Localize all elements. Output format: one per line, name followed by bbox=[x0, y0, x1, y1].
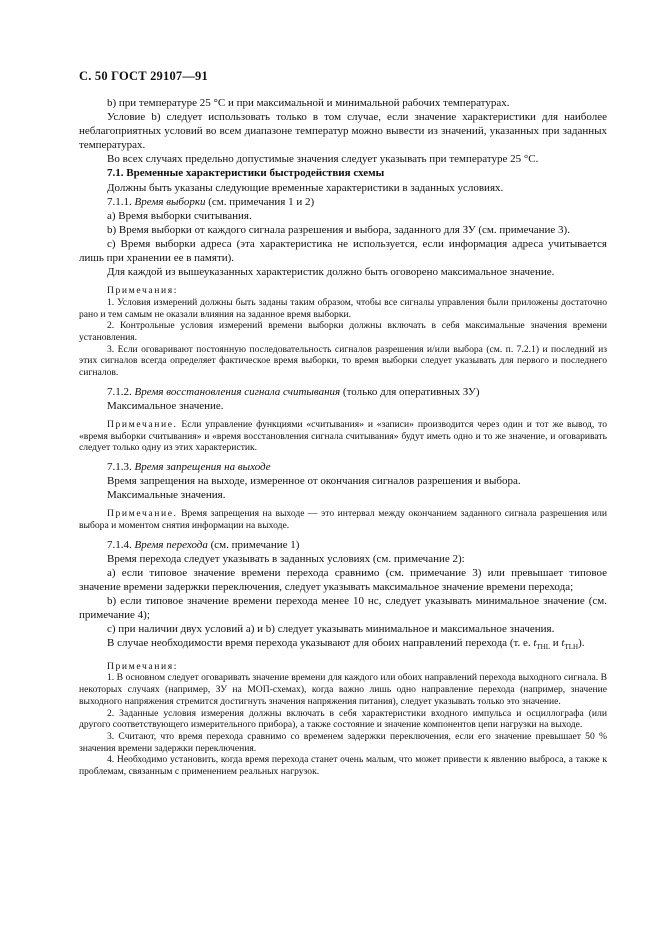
note-item: 2. Контрольные условия измерений времени выборки должны включать в себя максимальные значения времени установления. bbox=[79, 320, 607, 344]
subsection-title: Время выборки bbox=[134, 195, 206, 208]
note-item: 3. Если оговаривают постоянную последовательность сигналов разрешения и/или выбора (см. п. 7.2.1) и последний из этих сигналов всегда определяет фактическое время выборки, то время выборки следует указывать для первого и последнего сигналов. bbox=[79, 343, 607, 379]
list-item: c) Время выборки адреса (эта характеристика не используется, если информация адреса учитывается лишь при хранении ее в памяти). bbox=[79, 237, 607, 265]
page-body bbox=[79, 96, 607, 778]
subsection-number: 7.1.2. bbox=[107, 385, 132, 398]
subsection-number: 7.1.3. bbox=[107, 461, 132, 474]
paragraph: Максимальное значение. bbox=[107, 399, 224, 412]
paragraph: Должны быть указаны следующие временные характеристики в заданных условиях. bbox=[107, 181, 504, 194]
close-paren: ). bbox=[578, 637, 585, 650]
note-text: Если управление функциями «считывания» и «записи» производится через один и тот же вывод, то «время выборки считывания» и «время восстановления сигнала считывания» будут иметь одно и то же значение, и оговаривать следует только одну из этих характеристик. bbox=[79, 419, 607, 454]
section-title: 7.1. Временные характеристики быстродействия схемы bbox=[107, 167, 385, 180]
subsection-title: Время запрещения на выходе bbox=[134, 461, 271, 474]
notes-label: Примечания: bbox=[107, 660, 178, 672]
subscript-thl: THL bbox=[536, 643, 551, 652]
subsection-heading bbox=[79, 460, 607, 474]
paragraph: Для каждой из вышеуказанных характеристик должно быть оговорено максимальное значение. bbox=[107, 266, 555, 279]
paragraph-text: В случае необходимости время перехода указывают для обоих направлений перехода (т. е. bbox=[107, 637, 531, 650]
note-item: 2. Заданные условия измерения должны включать в себя характеристики входного импульса и осциллографа (или другого соответствующего измерительного прибора), а также состояние и значение компонентов цепи нагрузки на выходе. bbox=[79, 707, 607, 731]
and-word: и bbox=[552, 637, 559, 650]
symbol-t: t bbox=[533, 637, 537, 650]
subsection-number: 7.1.1. bbox=[107, 195, 132, 208]
note-text: Время запрещения на выходе — это интервал между окончанием заданного сигнала разрешения или выбора и моментом снятия информации на выходе. bbox=[79, 508, 607, 532]
paragraph: Время запрещения на выходе, измеренное от окончания сигналов разрешения и выбора. bbox=[107, 475, 521, 488]
subsection-ref: (см. примечание 1) bbox=[210, 538, 300, 551]
page-header: С. 50 ГОСТ 29107—91 bbox=[79, 69, 208, 83]
subsection-heading bbox=[79, 195, 607, 209]
note-item: 1. В основном следует оговаривать значение времени для каждого или обоих направлений перехода выходного сигнала. В некоторых случаях (например, ЗУ на МОП-схемах), когда важно лишь одно направление перехода (например, значение выходного напряжения стремится достигнуть значения напряжения питания), следует указывать только это значение. bbox=[79, 672, 607, 707]
section-heading bbox=[79, 166, 607, 180]
paragraph: Максимальные значения. bbox=[107, 489, 226, 502]
paragraph: Время перехода следует указывать в заданных условиях (см. примечание 2): bbox=[107, 552, 465, 565]
note-label: Примечание. bbox=[107, 419, 178, 431]
symbol-t: t bbox=[561, 637, 565, 650]
list-item: a) Время выборки считывания. bbox=[107, 209, 252, 222]
note-item: 1. Условия измерений должны быть заданы таким образом, чтобы все сигналы управления были приложены достаточно рано и тем самым не оказали влияния на заданное время выборки. bbox=[79, 296, 607, 320]
subsection-title: Время перехода bbox=[134, 538, 208, 551]
list-item: b) Время выборки от каждого сигнала разрешения и выбора, заданного для ЗУ (см. примечание 3). bbox=[107, 223, 570, 236]
note-label: Примечание. bbox=[107, 508, 178, 520]
subsection-heading bbox=[79, 385, 607, 399]
subsection-number: 7.1.4. bbox=[107, 538, 132, 551]
subsection-ref: (только для оперативных ЗУ) bbox=[342, 385, 480, 398]
paragraph bbox=[79, 636, 607, 654]
subsection-title: Время восстановления сигнала считывания bbox=[134, 385, 341, 398]
subsection-ref: (см. примечания 1 и 2) bbox=[208, 195, 315, 208]
note-item: 3. Считают, что время перехода сравнимо со временем задержки переключения, если его значение превышает 50 % значения времени задержки переключения. bbox=[79, 730, 607, 754]
note-paragraph bbox=[79, 508, 607, 531]
note-item: 4. Необходимо установить, когда время перехода станет очень малым, что может привести к явлению выброса, а также к проблемам, связанным с применением реальных нагрузок. bbox=[79, 754, 607, 778]
list-item: c) при наличии двух условий a) и b) следует указывать минимальное и максимальное значения. bbox=[107, 623, 555, 636]
list-item: b) если типовое значение времени перехода менее 10 нс, следует указывать минимальное значение (см. примечание 4); bbox=[79, 595, 607, 622]
list-item: a) если типовое значение времени перехода сравнимо (см. примечание 3) или превышает типовое значение времени задержки переключения, следует указывать максимальное значение времени перехода; bbox=[79, 567, 607, 594]
paragraph: Условие b) следует использовать только в том случае, если значение характеристики для наиболее неблагоприятных условий во всем диапазоне температур можно вывести из значений, указанных при заданных температурах. bbox=[79, 111, 607, 152]
subscript-tlh: TLH bbox=[564, 643, 579, 652]
note-paragraph bbox=[79, 419, 607, 454]
subsection-heading bbox=[79, 538, 607, 552]
paragraph: b) при температуре 25 °С и при максимальной и минимальной рабочих температурах. bbox=[107, 97, 510, 109]
paragraph: Во всех случаях предельно допустимые значения следует указывать при температуре 25 °С. bbox=[107, 153, 539, 166]
notes-label: Примечания: bbox=[107, 285, 178, 297]
